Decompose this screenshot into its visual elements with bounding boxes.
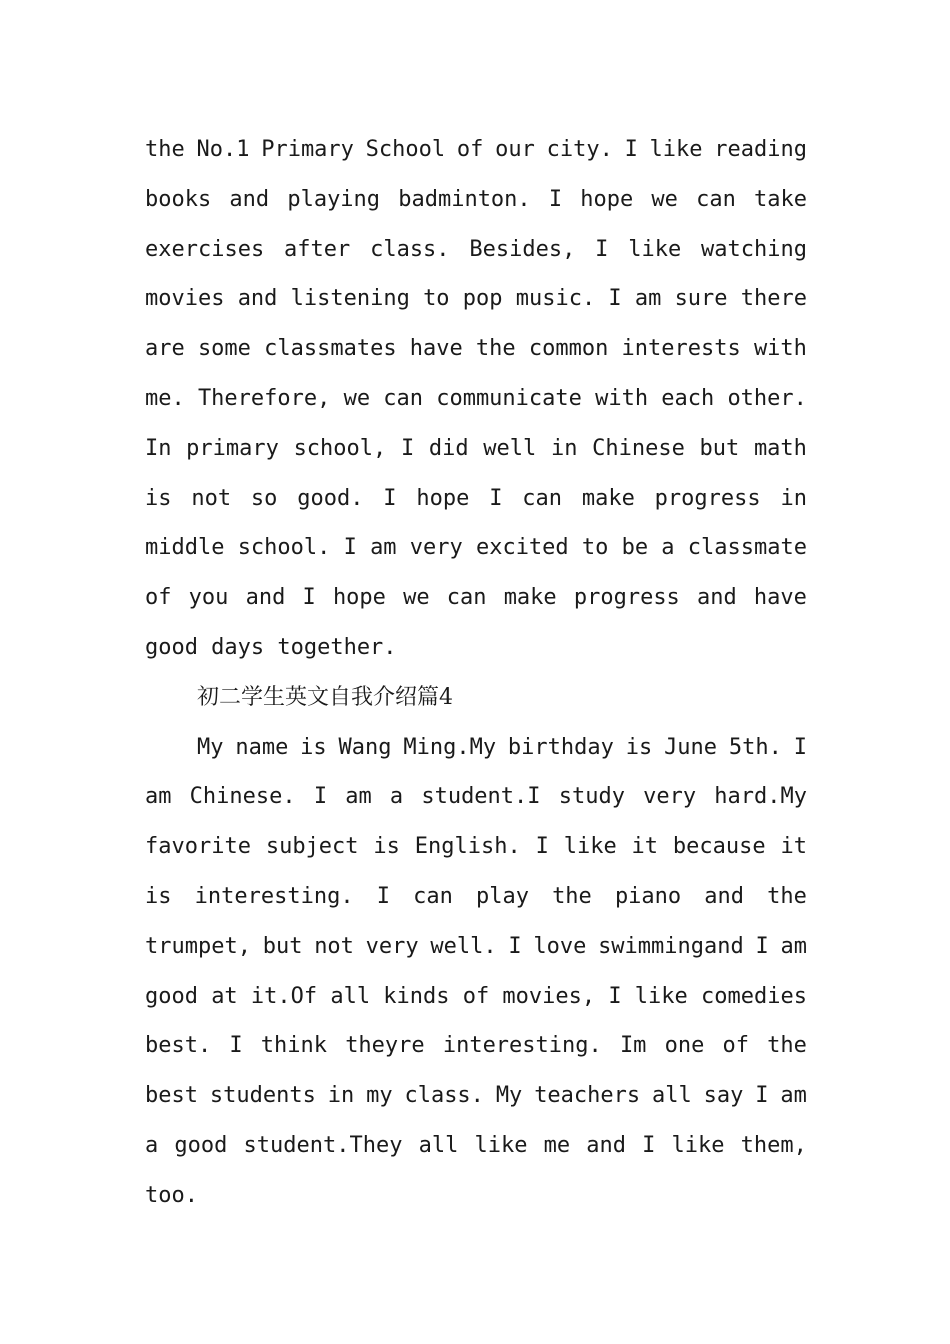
section-heading: 初二学生英文自我介绍篇4 [197,684,453,710]
word: and [245,585,286,611]
word: Im [619,1033,647,1059]
word: students [209,1083,316,1109]
word: with [595,385,649,411]
word: is [300,734,327,760]
word: very [365,933,419,959]
word: like [671,1132,725,1158]
word: badminton. [398,186,531,212]
word: piano [614,883,682,909]
word: hope [580,186,634,212]
text-line [145,424,807,474]
word: I [489,485,503,511]
text-line [145,623,807,673]
word: good. [297,485,364,511]
word: watching [701,236,807,262]
word: I [624,137,638,162]
word: well. [430,933,497,959]
word: my [366,1083,393,1109]
word: in [327,1083,355,1109]
word: is [373,834,400,860]
word: because [672,834,766,860]
word: and [229,186,270,212]
word: we [403,585,430,611]
text-line [145,872,807,922]
word: Therefore, [197,385,331,411]
word: have [753,585,807,611]
word: the [767,1033,807,1059]
word: is [625,734,653,760]
word: you [188,585,229,611]
word: of [145,585,172,611]
word: the [552,883,592,909]
word: middle [145,535,225,561]
word: it [631,834,659,860]
word: them, [740,1132,807,1158]
word: am [634,286,662,312]
text-line [145,225,807,275]
text-line [145,274,807,324]
word: can [383,385,424,411]
word: after [284,236,351,262]
word: music. [515,286,596,312]
word: Ming.My [403,734,497,760]
word: I [400,435,415,461]
word: there [740,286,807,312]
word: the [475,336,516,362]
word: the [145,137,185,162]
word: exercises [145,236,265,262]
word: class. [370,236,450,262]
word: make [581,485,635,511]
word: some [197,336,251,362]
word: and [704,883,745,909]
word: best [145,1083,198,1109]
word: I [793,734,807,760]
word: we [343,385,371,411]
word: play [475,883,529,909]
word: student.They [243,1132,403,1158]
text-line [145,125,807,175]
word: School [365,137,446,162]
word: is [145,485,172,511]
word: make [503,585,557,611]
word: books [145,186,212,212]
word: other. [727,385,807,411]
text-line [145,175,807,225]
word: a [389,784,404,810]
word: favorite [145,834,251,860]
word: pop [462,286,503,312]
word: class. [404,1083,484,1109]
word: hope [416,485,470,511]
text-line [145,723,807,773]
word: study [558,784,625,810]
word: at [211,983,238,1009]
word: love [533,933,587,959]
word: In [145,435,172,461]
word: am [345,784,372,810]
word: subject [265,834,359,860]
word: it.Of [250,983,318,1009]
word: I [548,186,563,212]
text-line [145,972,807,1022]
word: so [250,485,278,511]
word: I [508,933,522,959]
word: not [314,933,354,959]
word: trumpet, [145,933,251,959]
word: interests [621,336,741,362]
word: I [755,1083,769,1109]
word: Wang [338,734,392,760]
word: I [376,883,390,909]
word: a [145,1132,159,1158]
word: interesting. [194,883,354,909]
word: am [780,1083,807,1109]
word: can [413,883,453,909]
word: classmate [687,535,807,561]
word: movies, [502,983,596,1009]
word: the [767,883,807,909]
word: all [330,983,371,1009]
text-line [145,1021,807,1071]
word: it [780,834,807,860]
text-line [145,772,807,822]
word: I [313,784,328,810]
word: our [495,137,535,162]
word: in [780,485,807,511]
word: did [428,435,469,461]
word: but [262,933,303,959]
text-line [145,1121,807,1171]
word: listening [290,286,410,312]
word: am [145,784,172,810]
word: common [528,336,609,362]
text-line [145,523,807,573]
word: take [754,186,807,212]
text-line [145,1171,807,1221]
word: progress [654,485,761,511]
word: and [696,585,737,611]
document-body [145,125,807,1221]
word: with [753,336,807,362]
paragraph-previous-continued [145,125,807,673]
word: interesting. [442,1033,602,1059]
word: of [722,1033,749,1059]
word: like [649,137,703,162]
word: June [664,734,718,760]
word: name [235,734,289,760]
word: each [661,385,715,411]
word: well [483,435,537,461]
word: together. [277,634,397,660]
word: a [661,535,675,561]
word: say [703,1083,744,1109]
word: I [302,585,316,611]
word: English. [414,834,521,860]
text-line [145,374,807,424]
word: like [628,236,682,262]
word: days [211,634,265,660]
word: I [535,834,549,860]
paragraph-self-introduction-4 [145,723,807,1221]
word: to [581,535,609,561]
word: are [145,336,185,362]
word: but [699,435,740,461]
word: birthday [507,734,614,760]
word: I [608,286,622,312]
word: not [191,485,232,511]
word: can [696,186,736,212]
word: like [634,983,688,1009]
text-line [145,474,807,524]
word: is [145,883,172,909]
word: good [145,983,198,1009]
word: school, [293,435,387,461]
word: communicate [436,385,582,411]
word: best. [145,1033,212,1059]
word: I [755,933,769,959]
word: reading [714,137,807,162]
word: of [462,983,490,1009]
word: me. [145,385,185,411]
word: hope [332,585,386,611]
word: comedies [700,983,807,1009]
word: student.I [421,784,541,810]
word: I [383,485,397,511]
word: all [652,1083,692,1109]
word: school. [237,535,331,561]
word: theyre [345,1033,425,1059]
word: excited [475,535,569,561]
word: and [237,286,278,312]
word: like [474,1132,528,1158]
word: sure [674,286,728,312]
text-line [145,922,807,972]
word: think [260,1033,328,1059]
word: have [409,336,463,362]
word: am [370,535,397,561]
word: to [423,286,450,312]
word: Primary [261,137,354,162]
word: My [197,734,224,760]
word: good [145,634,198,660]
word: city. [546,137,613,162]
word: My [495,1083,523,1109]
word: too. [145,1182,198,1208]
word: can [446,585,487,611]
word: classmates [264,336,397,362]
word: teachers [534,1083,641,1109]
text-line [145,1071,807,1121]
text-line [145,324,807,374]
word: progress [573,585,680,611]
word: we [651,186,678,212]
word: am [780,933,807,959]
word: No.1 [196,137,250,162]
word: good [174,1132,228,1158]
word: all [418,1132,459,1158]
text-line [145,822,807,872]
word: in [550,435,578,461]
word: Chinese. [189,784,296,810]
word: movies [145,286,225,312]
word: primary [186,435,279,461]
word: I [642,1132,656,1158]
word: math [753,435,807,461]
word: me [543,1132,571,1158]
word: I [229,1033,243,1059]
word: and [586,1132,627,1158]
word: Chinese [592,435,685,461]
word: I [608,983,622,1009]
word: very [409,535,463,561]
word: very [643,784,697,810]
word: I [343,535,357,561]
word: like [563,834,617,860]
word: be [621,535,649,561]
word: I [595,236,609,262]
word: 5th. [728,734,782,760]
word: of [456,137,484,162]
text-line [145,573,807,623]
word: can [522,485,563,511]
word: hard.My [714,784,807,810]
word: kinds [383,983,450,1009]
word: Besides, [469,236,576,262]
word: one [664,1033,705,1059]
word: swimmingand [598,933,744,959]
word: playing [287,186,381,212]
